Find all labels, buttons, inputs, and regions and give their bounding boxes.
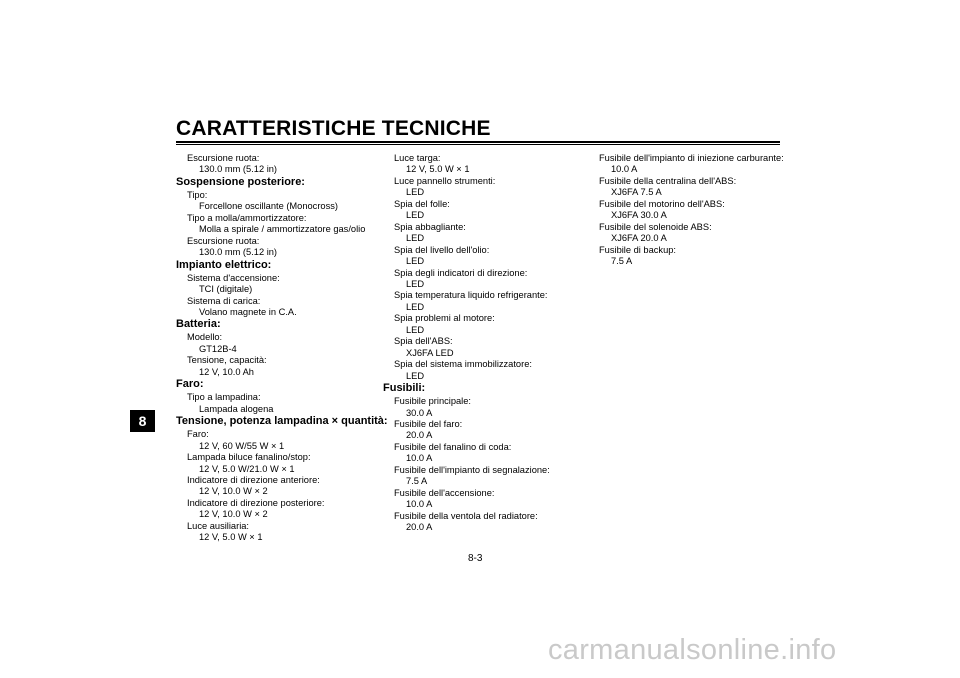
spec-label: Spia degli indicatori di direzione:	[394, 267, 528, 278]
column-1	[176, 153, 388, 544]
spec-label: Fusibile della centralina dell'ABS:	[599, 175, 737, 186]
spec-value: XJ6FA LED	[406, 347, 454, 358]
spec-label: Tipo a lampadina:	[187, 392, 261, 403]
spec-value: TCI (digitale)	[199, 284, 253, 295]
page-number: 8-3	[468, 553, 483, 564]
spec-value: Volano magnete in C.A.	[199, 306, 297, 317]
spec-value: 12 V, 5.0 W × 1	[406, 164, 470, 175]
spec-label: Fusibile di backup:	[599, 244, 676, 255]
spec-value: 12 V, 60 W/55 W × 1	[199, 440, 285, 451]
spec-value: XJ6FA 20.0 A	[611, 233, 667, 244]
title-rule	[176, 141, 780, 145]
spec-value: 7.5 A	[611, 256, 633, 267]
spec-value: LED	[406, 256, 425, 267]
spec-value: 130.0 mm (5.12 in)	[199, 164, 278, 175]
spec-value: 12 V, 5.0 W × 1	[199, 532, 263, 543]
spec-value: 20.0 A	[406, 522, 433, 533]
spec-label: Tipo a molla/ammortizzatore:	[187, 212, 307, 223]
spec-value: 30.0 A	[406, 407, 433, 418]
spec-value: 10.0 A	[611, 164, 638, 175]
spec-value: LED	[406, 233, 425, 244]
spec-value: XJ6FA 30.0 A	[611, 210, 667, 221]
spec-label: Fusibile dell'impianto di segnalazione:	[394, 464, 550, 475]
spec-value: LED	[406, 187, 425, 198]
spec-label: Luce targa:	[394, 153, 441, 163]
spec-value: 10.0 A	[406, 453, 433, 464]
spec-value: LED	[406, 370, 425, 381]
spec-label: Tensione, capacità:	[187, 355, 267, 366]
spec-label: Indicatore di direzione anteriore:	[187, 474, 320, 485]
column-3	[588, 153, 784, 268]
spec-value: 130.0 mm (5.12 in)	[199, 247, 278, 258]
spec-value: Forcellone oscillante (Monocross)	[199, 201, 338, 212]
spec-value: LED	[406, 210, 425, 221]
spec-label: Sistema di carica:	[187, 295, 261, 306]
spec-value: 12 V, 10.0 W × 2	[199, 486, 268, 497]
spec-value: XJ6FA 7.5 A	[611, 187, 662, 198]
spec-value: GT12B-4	[199, 343, 237, 354]
spec-value: LED	[406, 278, 425, 289]
spec-value: 10.0 A	[406, 499, 433, 510]
spec-label: Escursione ruota:	[187, 153, 260, 163]
spec-label: Spia del livello dell'olio:	[394, 244, 490, 255]
spec-label: Fusibile dell'impianto di iniezione carburante:	[599, 153, 784, 163]
spec-label: Fusibile principale:	[394, 396, 471, 407]
section-heading-battery: Batteria:	[176, 318, 221, 331]
spec-label: Indicatore di direzione posteriore:	[187, 497, 325, 508]
spec-label: Lampada biluce fanalino/stop:	[187, 452, 311, 463]
spec-label: Spia temperatura liquido refrigerante:	[394, 290, 548, 301]
spec-label: Fusibile del faro:	[394, 418, 463, 429]
spec-label: Luce ausiliaria:	[187, 520, 250, 531]
spec-value: 12 V, 10.0 Ah	[199, 366, 254, 377]
chapter-tab: 8	[130, 410, 155, 432]
spec-label: Spia problemi al motore:	[394, 313, 495, 324]
section-heading-electrical: Impianto elettrico:	[176, 258, 272, 271]
spec-label: Sistema d'accensione:	[187, 272, 280, 283]
column-2	[383, 153, 550, 534]
spec-label: Faro:	[187, 429, 209, 440]
spec-label: Luce pannello strumenti:	[394, 175, 496, 186]
spec-value: LED	[406, 301, 425, 312]
page-title: CARATTERISTICHE TECNICHE	[176, 117, 491, 140]
spec-label: Spia dell'ABS:	[394, 336, 453, 347]
spec-label: Tipo:	[187, 189, 208, 200]
spec-label: Escursione ruota:	[187, 235, 260, 246]
spec-label: Spia del sistema immobilizzatore:	[394, 359, 532, 370]
spec-label: Spia abbagliante:	[394, 221, 466, 232]
watermark: carmanualsonline.info	[548, 634, 837, 666]
section-heading-rear-suspension: Sospensione posteriore:	[176, 175, 305, 188]
spec-value: Lampada alogena	[199, 403, 274, 414]
spec-label: Fusibile dell'accensione:	[394, 487, 495, 498]
spec-label: Spia del folle:	[394, 198, 450, 209]
spec-label: Fusibile della ventola del radiatore:	[394, 510, 538, 521]
spec-value: 12 V, 10.0 W × 2	[199, 509, 268, 520]
section-heading-fuses: Fusibili:	[383, 382, 426, 395]
spec-value: 20.0 A	[406, 430, 433, 441]
spec-label: Fusibile del solenoide ABS:	[599, 221, 712, 232]
spec-label: Modello:	[187, 332, 223, 343]
spec-value: Molla a spirale / ammortizzatore gas/olio	[199, 224, 366, 235]
section-heading-bulbs: Tensione, potenza lampadina × quantità:	[176, 415, 388, 428]
spec-value: LED	[406, 324, 425, 335]
section-heading-headlight: Faro:	[176, 378, 204, 391]
spec-label: Fusibile del motorino dell'ABS:	[599, 198, 725, 209]
spec-label: Fusibile del fanalino di coda:	[394, 441, 512, 452]
spec-value: 7.5 A	[406, 476, 428, 487]
spec-value: 12 V, 5.0 W/21.0 W × 1	[199, 463, 295, 474]
